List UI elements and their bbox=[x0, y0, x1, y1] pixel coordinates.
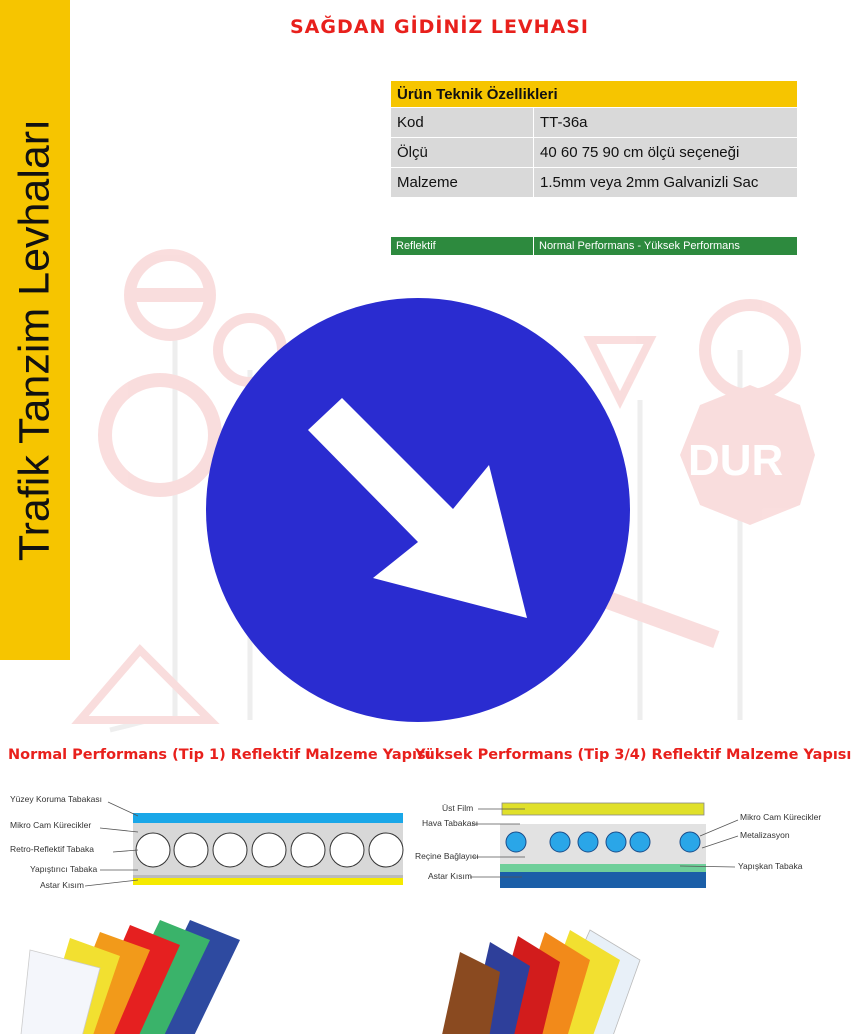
spec-label: Kod bbox=[391, 108, 534, 138]
high-section-title: Yüksek Performans (Tip 3/4) Reflektif Malzeme Yapısı bbox=[415, 747, 851, 763]
normal-section-title: Normal Performans (Tip 1) Reflektif Malzeme Yapısı bbox=[8, 747, 431, 763]
high-layer-label: Hava Tabakası bbox=[422, 818, 479, 828]
high-layer-label: Mikro Cam Kürecikler bbox=[740, 812, 822, 822]
spec-label: Ölçü bbox=[391, 138, 534, 168]
high-layer-label: Astar Kısım bbox=[428, 871, 472, 881]
high-layer-label: Yapışkan Tabaka bbox=[738, 861, 803, 871]
reflective-strips-image bbox=[0, 910, 810, 1034]
spec-value: 1.5mm veya 2mm Galvanizli Sac bbox=[534, 168, 798, 198]
spec-label: Malzeme bbox=[391, 168, 534, 198]
spec-header: Ürün Teknik Özellikleri bbox=[391, 81, 798, 108]
normal-layer-label: Yüzey Koruma Tabakası bbox=[10, 794, 102, 804]
high-layer-label: Üst Film bbox=[442, 803, 474, 813]
layer-diagrams bbox=[0, 780, 822, 910]
page-title: SAĞDAN GİDİNİZ LEVHASI bbox=[290, 16, 589, 38]
normal-layer-label: Yapıştırıcı Tabaka bbox=[30, 864, 98, 874]
normal-layer-label: Mikro Cam Kürecikler bbox=[10, 820, 92, 830]
spec-value: TT-36a bbox=[534, 108, 798, 138]
spec-value: 40 60 75 90 cm ölçü seçeneği bbox=[534, 138, 798, 168]
normal-layer-label: Astar Kısım bbox=[40, 880, 84, 890]
high-layer-label: Reçine Bağlayıcı bbox=[415, 851, 479, 861]
reflective-value: Normal Performans - Yüksek Performans bbox=[534, 237, 798, 256]
high-layer-label: Metalizasyon bbox=[740, 830, 790, 840]
sidebar-title: Trafik Tanzim Levhaları bbox=[10, 118, 59, 562]
reflective-label: Reflektif bbox=[391, 237, 534, 256]
dur-text: DUR bbox=[688, 436, 784, 485]
normal-layer-label: Retro-Reflektif Tabaka bbox=[10, 844, 94, 854]
